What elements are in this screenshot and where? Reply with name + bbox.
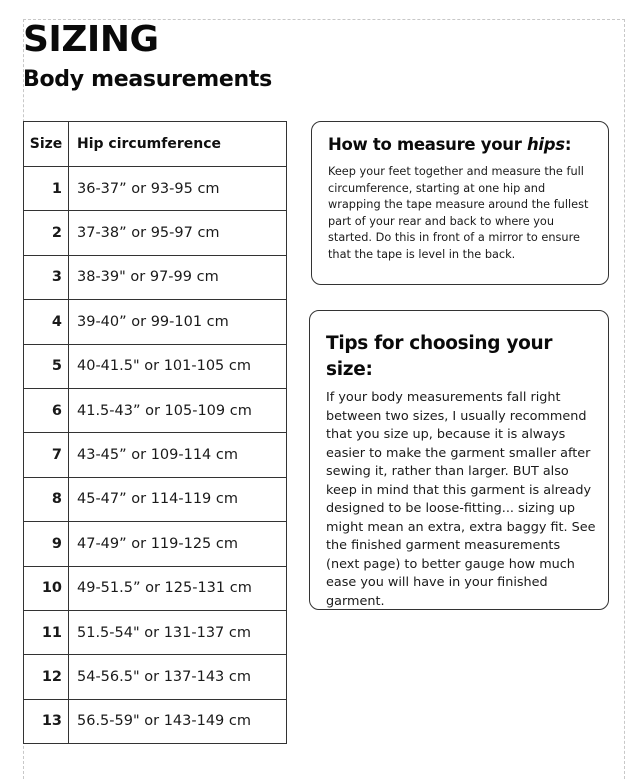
- size-cell: 13: [24, 699, 69, 743]
- hip-circumference-cell: 40-41.5" or 101-105 cm: [69, 344, 287, 388]
- column-header-size: Size: [24, 122, 69, 167]
- table-row: [24, 522, 287, 566]
- size-cell: 1: [24, 167, 69, 211]
- size-cell: 2: [24, 211, 69, 255]
- size-cell: 11: [24, 610, 69, 654]
- table-row: [24, 655, 287, 699]
- page-subtitle: Body measurements: [23, 67, 272, 92]
- how-to-measure-box: [311, 121, 609, 285]
- hip-circumference-cell: 49-51.5” or 125-131 cm: [69, 566, 287, 610]
- hip-circumference-cell: 51.5-54" or 131-137 cm: [69, 610, 287, 654]
- hip-circumference-cell: 43-45” or 109-114 cm: [69, 433, 287, 477]
- how-to-measure-title-prefix: How to measure your: [328, 135, 527, 154]
- size-tips-text: If your body measurements fall right between two sizes, I usually recommend that you size up, because it is always easier to make the garment smaller after sewing it, rather than larger. BUT also keep in mind that this garment is already designed to be loose-fitting... sizing up might mean an extra, extra baggy fit. See the finished garment measurements (next page) to better gauge how much ease you will have in your finished garment.: [326, 390, 596, 609]
- size-cell: 10: [24, 566, 69, 610]
- size-tips-box: [309, 310, 609, 610]
- size-cell: 5: [24, 344, 69, 388]
- size-cell: 9: [24, 522, 69, 566]
- table-header-row: [24, 122, 287, 167]
- size-cell: 8: [24, 477, 69, 521]
- table-row: [24, 300, 287, 344]
- size-table-body: [24, 167, 287, 744]
- size-tips-title: Tips for choosing your size:: [326, 333, 553, 380]
- size-cell: 7: [24, 433, 69, 477]
- size-cell: 12: [24, 655, 69, 699]
- how-to-measure-title: [328, 134, 594, 156]
- size-cell: 4: [24, 300, 69, 344]
- table-row: [24, 566, 287, 610]
- how-to-measure-text: Keep your feet together and measure the full circumference, starting at one hip and wrapping the tape measure around the fullest part of your rear and back to where you started. Do this in front of a mirror to ensure that the tape is level in the back.: [328, 165, 589, 261]
- hip-circumference-cell: 36-37” or 93-95 cm: [69, 167, 287, 211]
- table-row: [24, 255, 287, 299]
- hip-circumference-cell: 54-56.5" or 137-143 cm: [69, 655, 287, 699]
- table-row: [24, 344, 287, 388]
- table-row: [24, 610, 287, 654]
- table-row: [24, 388, 287, 432]
- how-to-measure-title-emphasis: hips: [526, 135, 565, 154]
- table-row: [24, 433, 287, 477]
- hip-circumference-cell: 45-47” or 114-119 cm: [69, 477, 287, 521]
- hip-circumference-cell: 38-39" or 97-99 cm: [69, 255, 287, 299]
- size-table: [23, 121, 287, 744]
- table-row: [24, 477, 287, 521]
- table-row: [24, 699, 287, 743]
- hip-circumference-cell: 39-40” or 99-101 cm: [69, 300, 287, 344]
- hip-circumference-cell: 47-49” or 119-125 cm: [69, 522, 287, 566]
- table-row: [24, 211, 287, 255]
- column-header-hip: Hip circumference: [69, 122, 287, 167]
- table-row: [24, 167, 287, 211]
- size-cell: 3: [24, 255, 69, 299]
- size-cell: 6: [24, 388, 69, 432]
- hip-circumference-cell: 56.5-59" or 143-149 cm: [69, 699, 287, 743]
- how-to-measure-title-suffix: :: [564, 135, 572, 154]
- hip-circumference-cell: 37-38” or 95-97 cm: [69, 211, 287, 255]
- hip-circumference-cell: 41.5-43” or 105-109 cm: [69, 388, 287, 432]
- page-title: SIZING: [23, 19, 159, 60]
